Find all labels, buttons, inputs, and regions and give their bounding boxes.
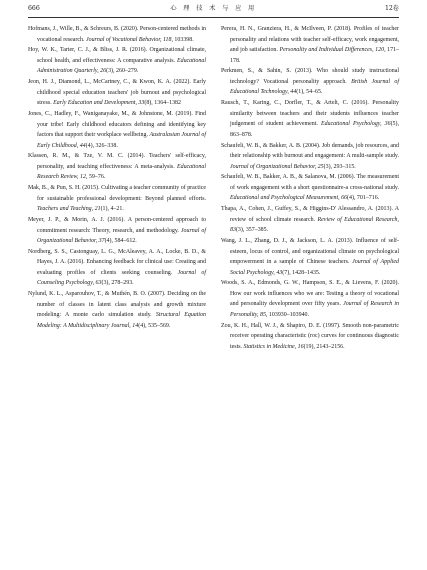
reference-entry: Nordberg, S. S., Castonguay, L. G., McAleavey, A. A., Locke, B. D., & Hayes, J. A. (2016). Enhancing feedback for clinical use: Creating and evaluating profiles of clients seeking counseling. Journal of Counseling Psychology, 63(3), 278–293. xyxy=(28,248,206,287)
reference-entry: Schaufeli, W. B., Bakker, A. B., & Salanova, M. (2006). The measurement of work engagement with a short questionnaire-a cross-national study. Educational and Psychological Measurement, 66(4), 701–716. xyxy=(221,174,399,202)
running-header xyxy=(28,2,399,16)
reference-entry: Thapa, A., Cohen, J., Guffey, S., & Higgins-D' Alessandro, A. (2013). A review of school climate research. Review of Educational Research, 83(3), 357–385. xyxy=(221,206,400,234)
reference-entry: Wang, J. L., Zhang, D. J., & Jackson, L. A. (2013). Influence of self-esteem, locus of control, and organizational climate on psychological empowerment in a sample of Chinese teachers. Journal of Applied Social Psychology, 43(7), 1428–1435. xyxy=(221,238,400,276)
reference-entry: Jeon, H. J., Diamond, L., McCartney, C., & Kwon, K. A. (2022). Early childhood special education teachers' job burnout and psychological stress. Early Education and Development, 33(8), 1364–1382 xyxy=(28,79,206,107)
references-right-column xyxy=(221,24,399,353)
reference-entry: Nylund, K. L., Asparouhov, T., & Muthén, B. O. (2007). Deciding on the number of classes in latent class analysis and growth mixture modeling: A monte carlo simulation study. Structural Equation Modeling: A Multidisciplinary Journal, 14(4), 535–569. xyxy=(28,291,206,329)
page-number: 666 xyxy=(28,5,40,12)
reference-entry: Schaufeli, W. B., & Bakker, A. B. (2004). Job demands, job resources, and their relationship with burnout and engagement: A multi-sample study. Journal of Organizational Behavior, 25(3), 293–315. xyxy=(221,142,399,170)
reference-entry: Hoy, W. K., Tarter, C. J., & Bliss, J. R. (2016). Organizational climate, school health, and effectiveness: A comparative analysis. Educational Administration Quarterly, 26(3), 260–279. xyxy=(28,47,206,75)
reference-entry: Mak, B., & Pun, S. H. (2015). Cultivating a teacher community of practice for sustainable professional development: Beyond planned efforts. Teachers and Teaching, 21(1), 4–21. xyxy=(28,185,206,213)
reference-entry: Hofmans, J., Wille, B., & Schreurs, B. (2020). Person-centered methods in vocational research. Journal of Vocational Behavior, 118, 103398. xyxy=(28,26,206,43)
journal-title: 心 理 技 术 与 应 用 xyxy=(170,5,257,12)
header-rule xyxy=(28,17,399,18)
reference-entry: Meyer, J. P., & Morin, A. J. (2016). A person-centered approach to commitment research: Theory, research, and methodology. Journal of Organizational Behavior, 37(4), 584–612. xyxy=(28,217,207,245)
reference-entry: Perera, H. N., Granziera, H., & McIlveen, P. (2018). Profiles of teacher personality and relations with teacher self-efficacy, work engagement, and job satisfaction. Personality and Individual Differences, 120, 171–178. xyxy=(221,26,400,64)
reference-entry: Zou, K. H., Hall, W. J., & Shapiro, D. E. (1997). Smooth non-parametric receiver operating characteristic (roc) curves for continuous diagnostic tests. Statistics in Medicine, 16(19), 2143–2156. xyxy=(221,322,399,350)
volume-label: 12卷 xyxy=(384,5,399,12)
references-left-column xyxy=(28,24,206,332)
reference-entry: Klassen, R. M., & Tze, V. M. C. (2014). Teachers' self-efficacy, personality, and teaching effectiveness: A meta-analysis. Educational Research Review, 12, 59–76. xyxy=(28,153,206,181)
reference-entry: Rausch, T., Karing, C., Dorfler, T., & Artelt, C. (2016). Personality similarity between teachers and their students influences teacher judgement of student achievement. Educational Psychology, 36(5), 863–878. xyxy=(221,100,399,138)
reference-entry: Woods, S. A., Edmonds, G. W., Hampson, S. E., & Lievens, F. (2020). How our work influences who we are: Testing a theory of vocational and personality development over fifty years. Journal of Research in Personality, 85, 103930–103940. xyxy=(221,280,399,318)
reference-entry: Perkmen, S., & Sahin, S. (2013). Who should study instructional technology? Vocational personality approach. British Journal of Educational Technology, 44(1), 54–65. xyxy=(221,68,399,96)
reference-entry: Jones, C., Hadley, F., Waniganayake, M., & Johnstone, M. (2019). Find your tribe! Early childhood educators defining and identifying key factors that support their workplace wellbeing. Australasian Journal of Early Childhood, 44(4), 326–338. xyxy=(28,111,206,149)
